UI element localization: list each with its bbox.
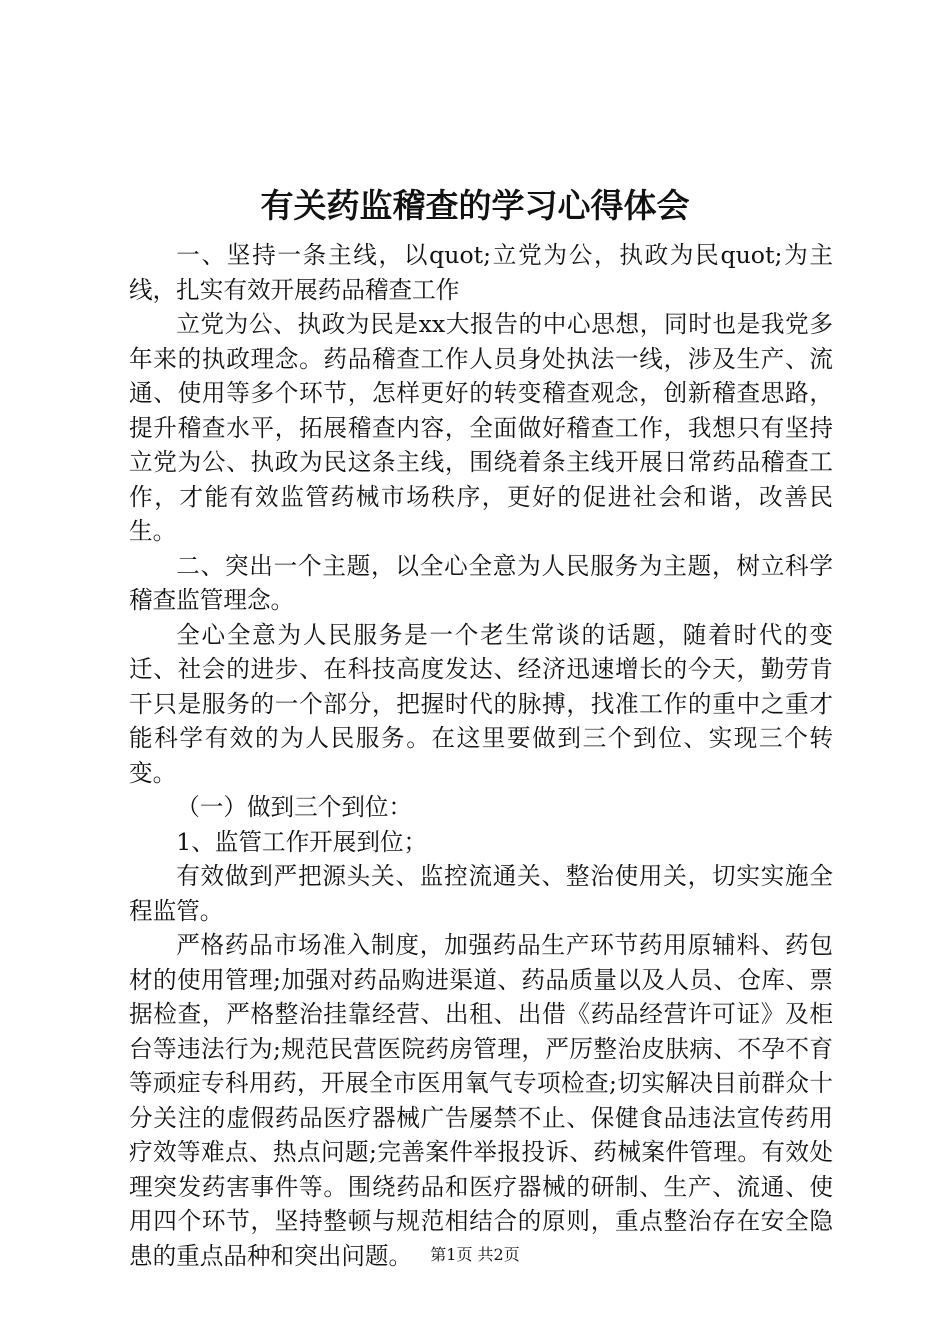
paragraph-section-2-heading: 二、突出一个主题，以全心全意为人民服务为主题，树立科学稽查监管理念。	[129, 551, 833, 614]
paragraph-item-1-heading: 1、监管工作开展到位；	[176, 827, 428, 856]
paragraph-item-1-summary: 有效做到严把源头关、监控流通关、整治使用关，切实实施全程监管。	[129, 862, 833, 925]
paragraph-section-1-heading: 一、坚持一条主线，以quot;立党为公，执政为民quot;为主线，扎实有效开展药品稽查工作	[129, 241, 833, 304]
page-number-footer: 第1页 共2页	[430, 1245, 520, 1264]
paragraph-section-1-body: 立党为公、执政为民是xx大报告的中心思想，同时也是我党多年来的执政理念。药品稽查工作人员身处执法一线，涉及生产、流通、使用等多个环节，怎样更好的转变稽查观念，创新稽查思路，提升稽查水平，拓展稽查内容，全面做好稽查工作，我想只有坚持立党为公、执政为民这条主线，围绕着条主线开展日常药品稽查工作，才能有效监管药械市场秩序，更好的促进社会和谐，改善民生。	[129, 310, 833, 545]
document-body	[129, 238, 833, 1273]
document-title: 有关药监稽查的学习心得体会	[260, 186, 690, 225]
paragraph-section-2-body: 全心全意为人民服务是一个老生常谈的话题，随着时代的变迁、社会的进步、在科技高度发达、经济迅速增长的今天，勤劳肯干只是服务的一个部分，把握时代的脉搏，找准工作的重中之重才能科学有效的为人民服务。在这里要做到三个到位、实现三个转变。	[129, 620, 833, 787]
paragraph-subsection-heading: （一）做到三个到位：	[176, 793, 413, 821]
paragraph-item-1-detail: 严格药品市场准入制度，加强药品生产环节药用原辅料、药包材的使用管理;加强对药品购进渠道、药品质量以及人员、仓库、票据检查，严格整治挂靠经营、出租、出借《药品经营许可证》及柜台等违法行为;规范民营医院药房管理，严厉整治皮肤病、不孕不育等顽症专科用药，开展全市医用氧气专项检查;切实解决目前群众十分关注的虚假药品医疗器械广告屡禁不止、保健食品违法宣传药用疗效等难点、热点问题;完善案件举报投诉、药械案件管理。有效处理突发药害事件等。围绕药品和医疗器械的研制、生产、流通、使用四个环节，坚持整顿与规范相结合的原则，重点整治存在安全隐患的重点品种和突出问题。	[129, 931, 833, 1270]
